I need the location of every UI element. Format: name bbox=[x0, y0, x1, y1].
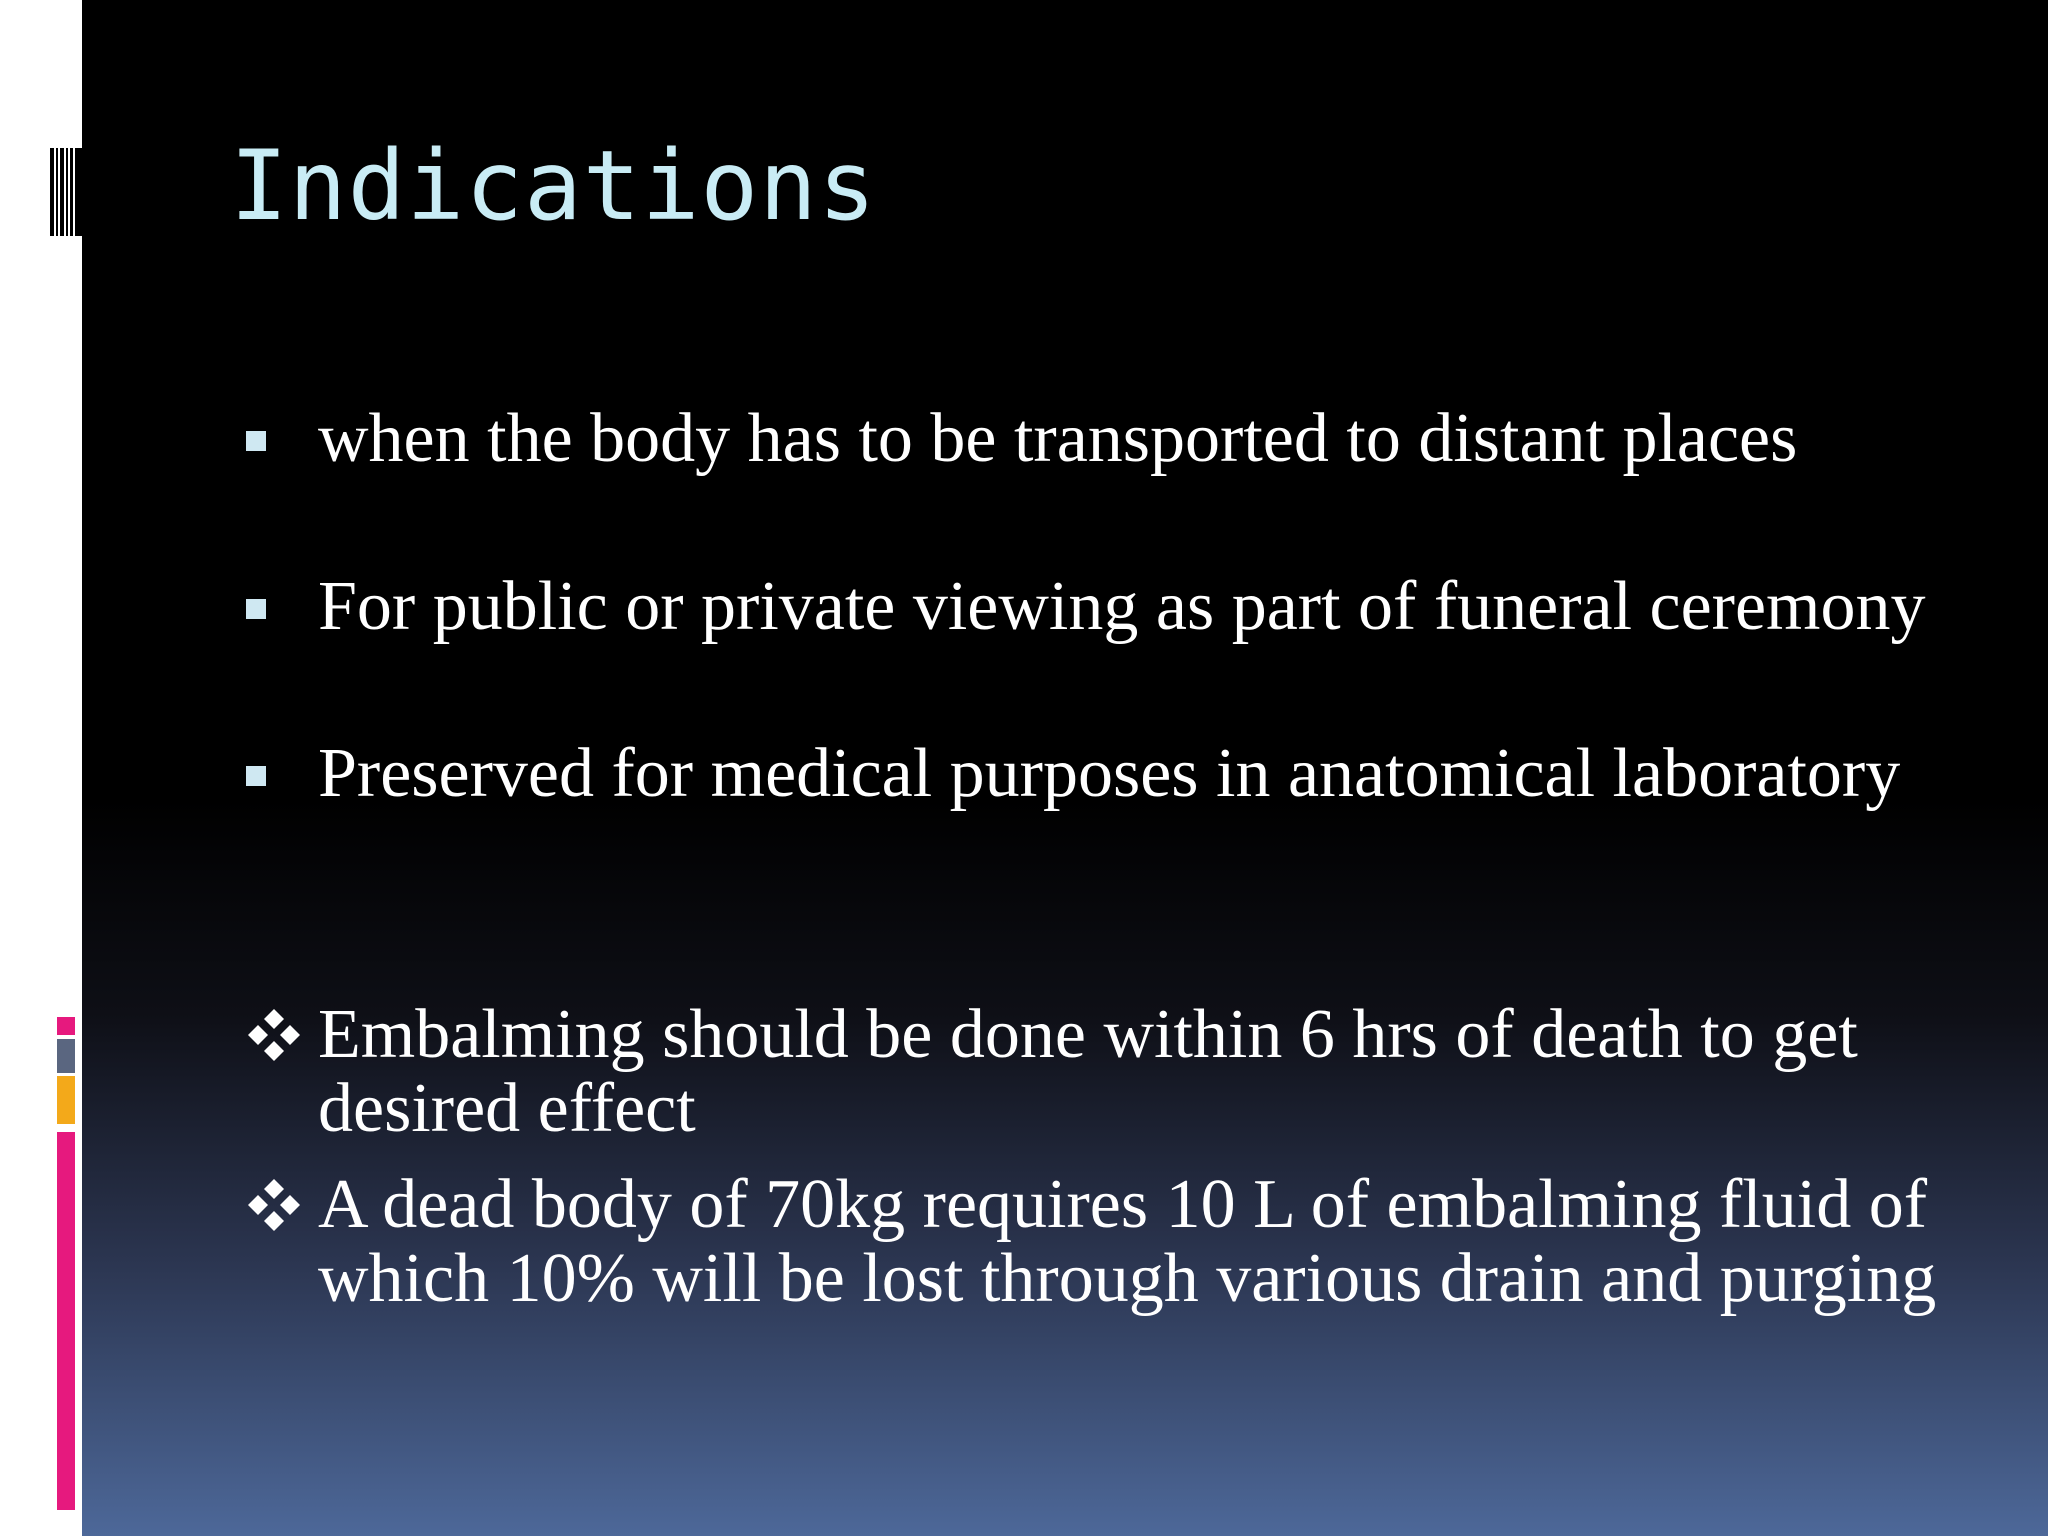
note-item: A dead body of 70kg requires 10 L of embalming fluid of which 10% will be lost through various drain and purging bbox=[318, 1166, 1937, 1317]
note-item: Embalming should be done within 6 hrs of death to get desired effect bbox=[318, 996, 1858, 1147]
left-margin-strip bbox=[0, 0, 82, 1536]
bullet-item: Preserved for medical purposes in anatomical laboratory bbox=[318, 735, 1901, 812]
square-bullet-icon bbox=[246, 431, 266, 451]
orange-accent bbox=[57, 1076, 75, 1124]
bullet-item: For public or private viewing as part of funeral ceremony bbox=[318, 568, 1926, 645]
slide-title: Indications bbox=[230, 130, 877, 242]
four-diamond-bullet-icon bbox=[244, 1005, 304, 1065]
bullet-item: when the body has to be transported to distant places bbox=[318, 400, 1798, 477]
decorative-bars bbox=[50, 148, 82, 236]
square-bullet-icon bbox=[246, 766, 266, 786]
four-diamond-bullet-icon bbox=[244, 1175, 304, 1235]
pink-accent-bar bbox=[57, 1132, 75, 1510]
pink-accent-small bbox=[57, 1017, 75, 1035]
gray-accent bbox=[57, 1039, 75, 1073]
square-bullet-icon bbox=[246, 599, 266, 619]
